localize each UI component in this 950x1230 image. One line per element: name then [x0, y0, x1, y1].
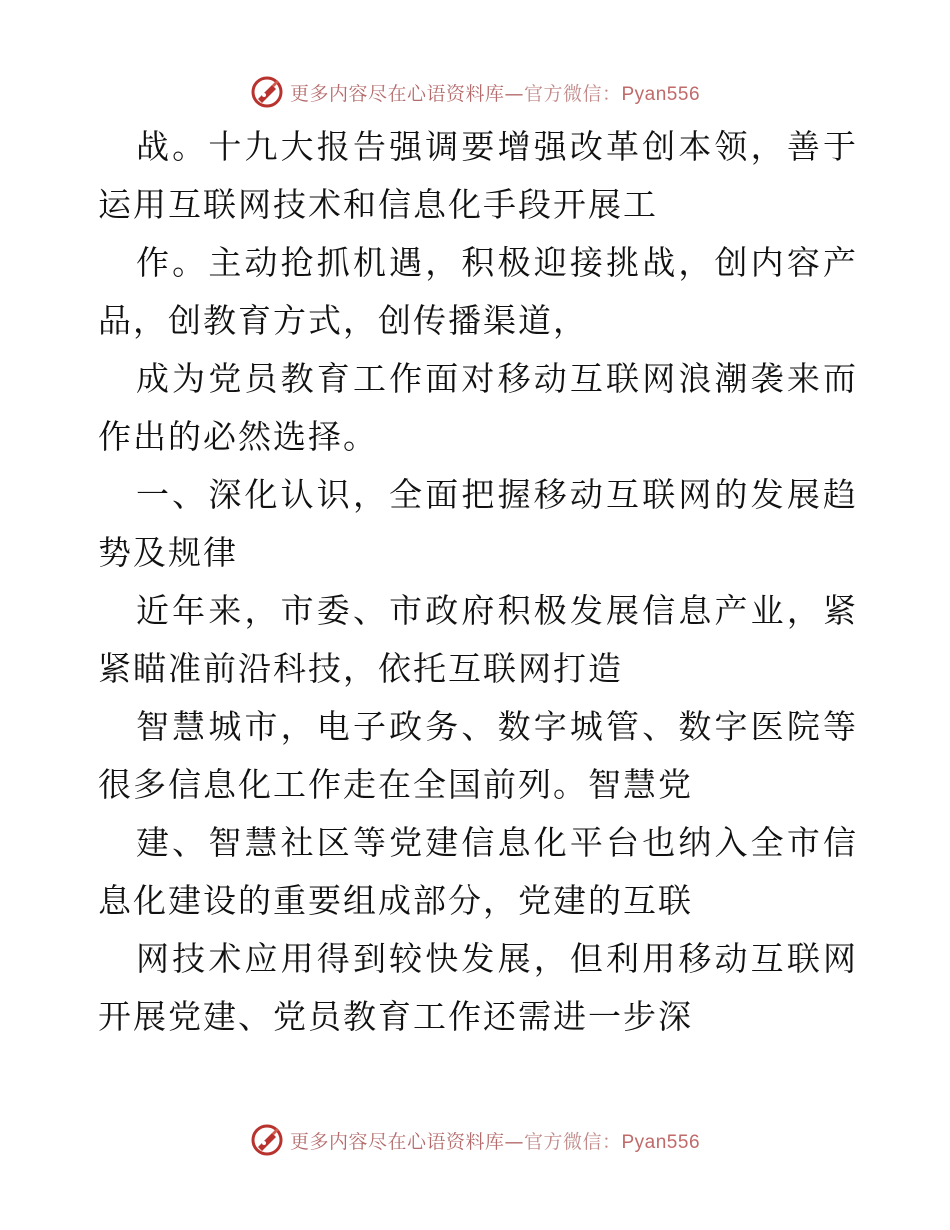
paragraph: 作。主动抢抓机遇，积极迎接挑战，创内容产品，创教育方式，创传播渠道， [98, 243, 858, 340]
footer-banner [0, 1120, 950, 1160]
header-banner-wechat-label: 官方微信： [523, 82, 622, 105]
paragraph: 智慧城市，电子政务、数字城管、数字医院等很多信息化工作走在全国前列。智慧党 [98, 707, 858, 804]
footer-banner-text [290, 1127, 700, 1154]
header-banner-wechat-id: Pyan556 [621, 83, 701, 105]
header-banner-text [290, 79, 700, 106]
section-heading: 一、深化认识，全面把握移动互联网的发展趋势及规律 [98, 475, 858, 572]
document-body [98, 118, 858, 1046]
pen-nib-logo-icon [250, 1123, 284, 1157]
paragraph: 成为党员教育工作面对移动互联网浪潮袭来而作出的必然选择。 [98, 359, 858, 456]
paragraph: 建、智慧社区等党建信息化平台也纳入全市信息化建设的重要组成部分，党建的互联 [98, 823, 858, 920]
header-banner [0, 72, 950, 112]
paragraph: 战。十九大报告强调要增强改革创本领，善于运用互联网技术和信息化手段开展工 [98, 127, 858, 224]
footer-banner-main: 更多内容尽在心语资料库— [289, 1130, 524, 1153]
header-banner-main: 更多内容尽在心语资料库— [289, 82, 524, 105]
paragraph: 近年来，市委、市政府积极发展信息产业，紧紧瞄准前沿科技，依托互联网打造 [98, 591, 858, 688]
footer-banner-wechat-label: 官方微信： [523, 1130, 622, 1153]
pen-nib-logo-icon [250, 75, 284, 109]
paragraph: 网技术应用得到较快发展，但利用移动互联网开展党建、党员教育工作还需进一步深 [98, 939, 858, 1036]
footer-banner-wechat-id: Pyan556 [621, 1131, 701, 1153]
